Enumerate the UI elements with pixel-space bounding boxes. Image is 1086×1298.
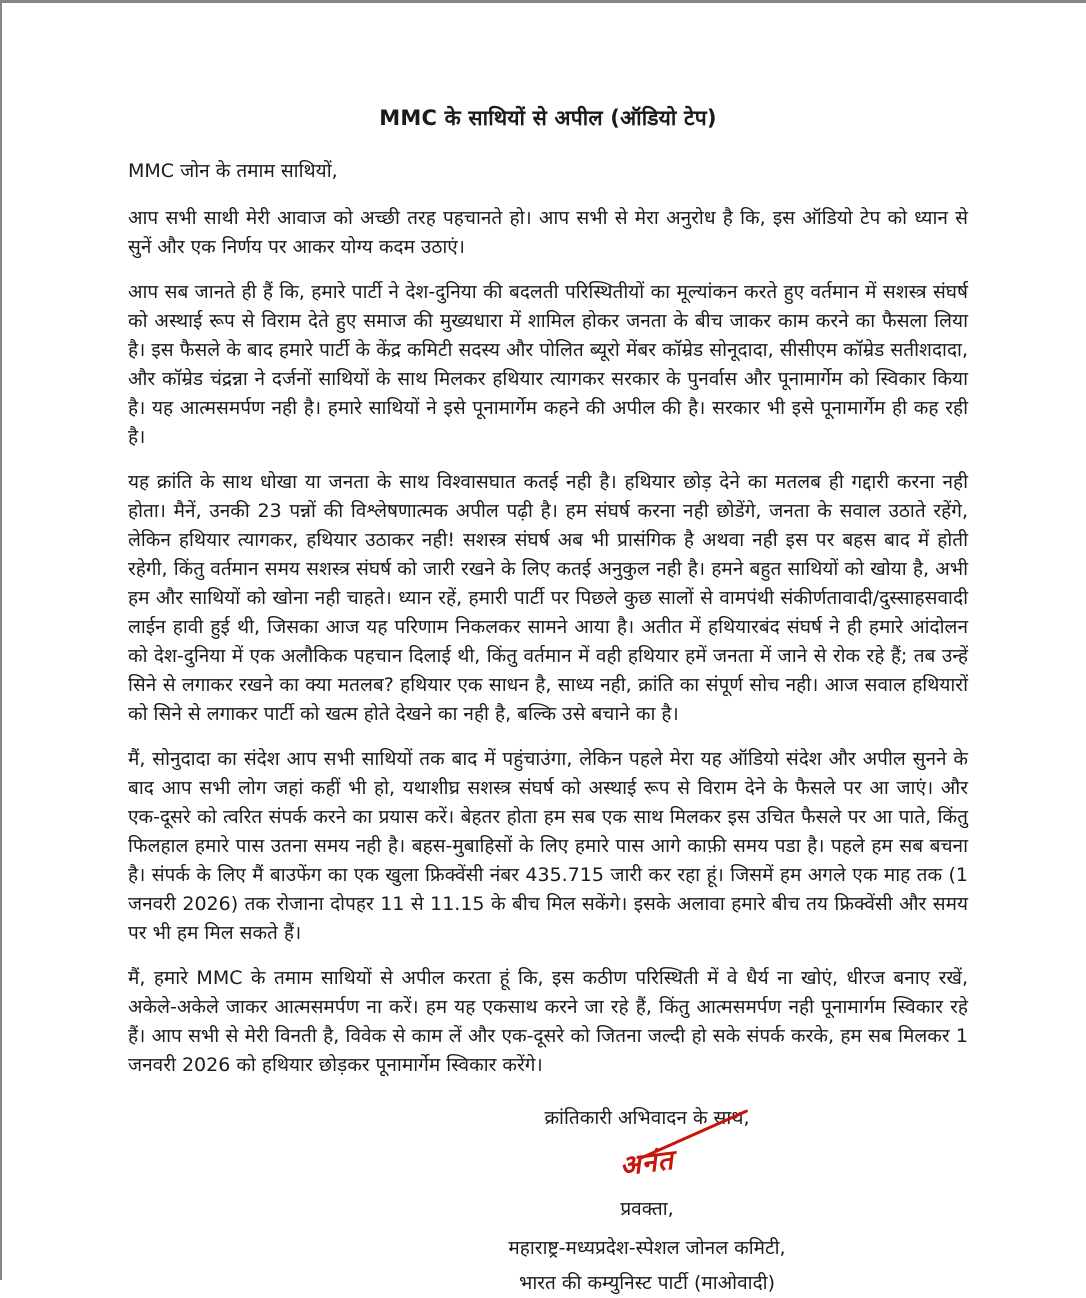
paragraph-2: आप सब जानते ही हैं कि, हमारे पार्टी ने देश-दुनिया की बदलती परिस्थितीयों का मूल्यांकन करते हुए वर्तमान में सशस्त्र संघर्ष को अस्थाई रूप से विराम देते हुए समाज की मुख्यधारा में शामिल होकर जनता के बीच जाकर काम करने का फैसला लिया है। इस फैसले के बाद हमारे पार्टी के केंद्र कमिटी सदस्य और पोलित ब्यूरो मेंबर कॉम्रेड सोनूदादा, सीसीएम कॉम्रेड सतीशदादा, और कॉम्रेड चंद्रन्ना ने दर्जनों साथियों के साथ मिलकर हथियार त्यागकर सरकार के पुनर्वास और पूनामार्गेम को स्विकार किया है। यह आत्मसमर्पण नही है। हमारे साथियों ने इसे पूनामार्गेम कहने की अपील की है। सरकार भी इसे पूनामार्गेम ही कह रही है। xyxy=(128,281,968,448)
document-title: MMC के साथियों से अपील (ऑडियो टेप) xyxy=(379,106,717,130)
closing-party: भारत की कम्युनिस्ट पार्टी (माओवादी) xyxy=(518,1272,776,1294)
paragraph-4: मैं, सोनुदादा का संदेश आप सभी साथियों तक बाद में पहुंचाउंगा, लेकिन पहले मेरा यह ऑडियो संदेश और अपील सुनने के बाद आप सभी लोग जहां कहीं भी हो, यथाशीघ्र सशस्त्र संघर्ष को अस्थाई रूप से विराम देने के फैसले पर आ जाएं। और एक-दूसरे को त्वरित संपर्क करने का प्रयास करें। बेहतर होता हम सब एक साथ मिलकर इस उचित फैसले पर आ पाते, किंतु फिलहाल हमारे पास उतना समय नही है। बहस-मुबाहिसों के लिए हमारे पास आगे काफ़ी समय पडा है। पहले हम सब बचना है। संपर्क के लिए मैं बाउफेंग का एक खुला फ्रिक्वेंसी नंबर 435.715 जारी कर रहा हूं। जिसमें हम अगले एक माह तक (1 जनवरी 2026) तक रोजाना दोपहर 11 से 11.15 के बीच मिल सकेंगे। इसके अलावा हमारे बीच तय फ्रिक्वेंसी और समय पर भी हम मिल सकते हैं। xyxy=(128,748,968,944)
signature-handwriting: अनंत xyxy=(618,1144,676,1183)
closing-block xyxy=(482,1104,812,1298)
paragraph-1: आप सभी साथी मेरी आवाज को अच्छी तरह पहचानते हो। आप सभी से मेरा अनुरोध है कि, इस ऑडियो टेप को ध्यान से सुनें और एक निर्णय पर आकर योग्य कदम उठाएं। xyxy=(128,207,968,258)
letter-body xyxy=(2,3,1086,1298)
closing-greeting: क्रांतिकारी अभिवादन के साथ, xyxy=(544,1107,750,1129)
salutation-line: MMC जोन के तमाम साथियों, xyxy=(128,160,338,182)
closing-committee: महाराष्ट्र-मध्यप्रदेश-स्पेशल जोनल कमिटी, xyxy=(508,1237,786,1259)
signature xyxy=(482,1141,812,1193)
paragraph-3: यह क्रांति के साथ धोखा या जनता के साथ विश्वासघात कतई नही है। हथियार छोड़ देने का मतलब ही गद्दारी करना नही होता। मैनें, उनकी 23 पन्नों की विश्लेषणात्मक अपील पढ़ी है। हम संघर्ष करना नही छोडेंगे, जनता के सवाल उठाते रहेंगे, लेकिन हथियार त्यागकर, हथियार उठाकर नही! सशस्त्र संघर्ष अब भी प्रासंगिक है अथवा नही इस पर बहस बाद में होती रहेगी, किंतु वर्तमान समय सशस्त्र संघर्ष को जारी रखने के लिए कतई अनुकुल नही है। हमने बहुत साथियों को खोया है, अभी हम और साथियों को खोना नही चाहते। ध्यान रहें, हमारी पार्टी पर पिछले कुछ सालों से वामपंथी संकीर्णतावादी/दुस्साहसवादी लाईन हावी हुई थी, जिसका आज यह परिणाम निकलकर सामने आया है। अतीत में हथियारबंद संघर्ष ने ही हमारे आंदोलन को देश-दुनिया में एक अलौकिक पहचान दिलाई थी, किंतु वर्तमान में वही हथियार हमें जनता में जाने से रोक रहे हैं; तब उन्हें सिने से लगाकर रखने का क्या मतलब? हथियार एक साधन है, साध्य नही, क्रांति का संपूर्ण सोच नही। आज सवाल हथियारों को सिने से लगाकर पार्टी को खत्म होते देखने का नही है, बल्कि उसे बचाने का है। xyxy=(128,471,968,725)
closing-designation: प्रवक्ता, xyxy=(620,1198,674,1220)
paragraph-5: मैं, हमारे MMC के तमाम साथियों से अपील करता हूं कि, इस कठीण परिस्थिती में वे धैर्य ना खोएं, धीरज बनाए रखें, अकेले-अकेले जाकर आत्मसमर्पण ना करें। हम यह एकसाथ करने जा रहे हैं, किंतु आत्मसमर्पण नही पूनामार्गम स्विकार रहे हैं। आप सभी से मेरी विनती है, विवेक से काम लें और एक-दूसरे को जितना जल्दी हो सके संपर्क करके, हम सब मिलकर 1 जनवरी 2026 को हथियार छोड़कर पूनामार्गेम स्विकार करेंगे। xyxy=(128,967,968,1076)
